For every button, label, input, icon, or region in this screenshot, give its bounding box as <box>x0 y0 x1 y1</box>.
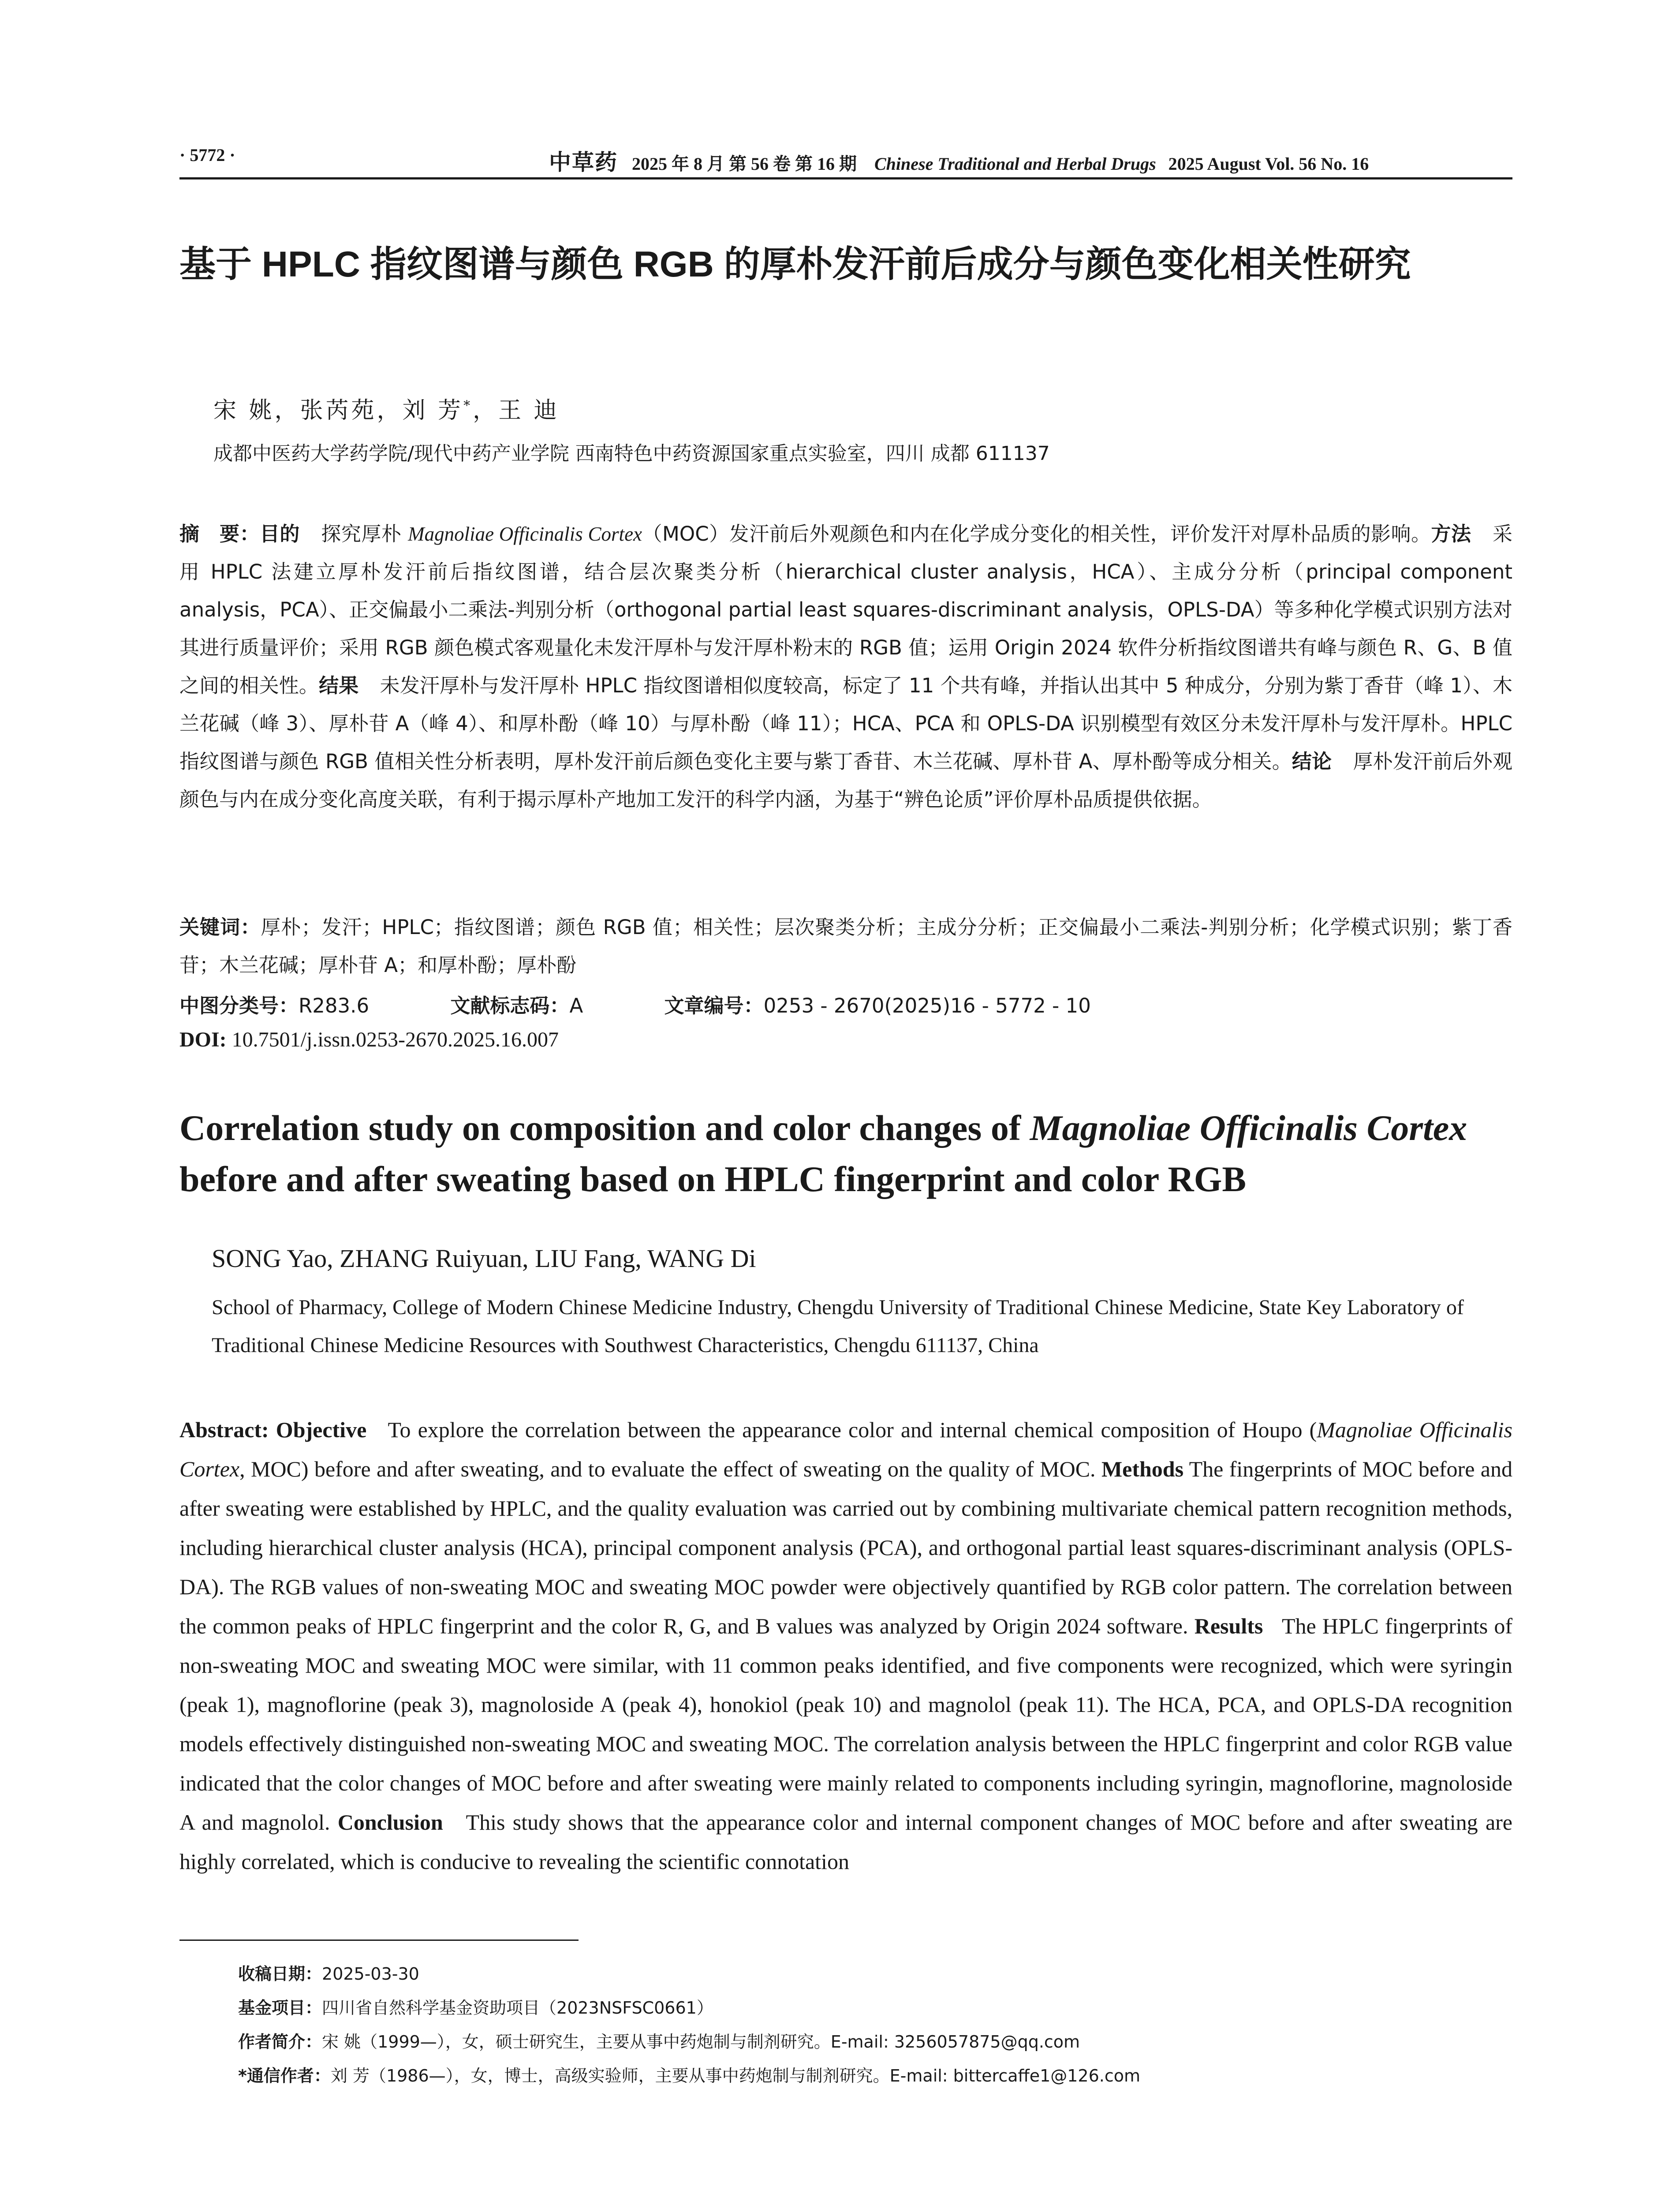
abstract-label-cn: 摘 要： <box>179 522 260 546</box>
header-rule <box>179 177 1512 179</box>
doi-label: DOI: <box>179 1028 227 1051</box>
abstract-label-en: Abstract: <box>179 1417 269 1442</box>
footnote-corresponding <box>238 2059 1140 2093</box>
footnote-text: 宋 姚（1999—），女，硕士研究生，主要从事中药炮制与制剂研究。E-mail: 3256057875@qq.com <box>322 2032 1080 2052</box>
clc-value: R283.6 <box>299 994 370 1017</box>
footnote-rule <box>179 1940 579 1941</box>
footnote-label: 收稿日期： <box>238 1964 322 1984</box>
objective-text-en-tail: , MOC) before and after sweating, and to evaluate the effect of sweating on the quality of MOC. <box>239 1457 1096 1481</box>
article-title-en <box>179 1102 1524 1205</box>
keywords-text-cn: 厚朴；发汗；HPLC；指纹图谱；颜色 RGB 值；相关性；层次聚类分析；主成分分析；正交偏最小二乘法-判别分析；化学模式识别；紫丁香苷；木兰花碱；厚朴苷 A；和厚朴酚；厚朴酚 <box>179 916 1512 977</box>
abstract-cn <box>179 515 1512 818</box>
doi-line <box>179 1028 559 1052</box>
abstract-en <box>179 1410 1512 1881</box>
conclusion-text-en: This study shows that the appearance color and internal component changes of MOC before and after sweating are highly correlated, which is conducive to revealing the scientific connotation <box>179 1810 1512 1874</box>
running-header <box>179 145 1512 180</box>
title-en-latin: Magnoliae Officinalis Cortex <box>1030 1108 1467 1148</box>
footnotes <box>238 1957 1140 2093</box>
doc-code-label: 文献标志码： <box>450 994 570 1017</box>
objective-text-en: To explore the correlation between the appearance color and internal chemical composition of Houpo ( <box>388 1417 1317 1442</box>
page-number: · 5772 · <box>179 145 235 165</box>
classification-line <box>179 990 1091 1018</box>
results-text-en: The HPLC fingerprints of non-sweating MOC and sweating MOC were similar, with 11 common peaks identified, and five components were recognized, which were syringin (peak 1), magnoflorine (peak 3), magnoloside A (peak 4), honokiol (peak 10) and magnolol (peak 11). The HCA, PCA, and OPLS-DA recognition models effectively distinguished non-sweating MOC and sweating MOC. The correlation analysis between the HPLC fingerprint and color RGB value indicated that the color changes of MOC before and after sweating were mainly related to components including syringin, magnoflorine, magnoloside A and magnolol. <box>179 1614 1513 1835</box>
authors-en: SONG Yao, ZHANG Ruiyuan, LIU Fang, WANG Di <box>212 1244 756 1273</box>
author-names-cn-tail: ，王 迪 <box>473 397 560 424</box>
footnote-funding <box>238 1991 1140 2025</box>
article-title-cn: 基于 HPLC 指纹图谱与颜色 RGB 的厚朴发汗前后成分与颜色变化相关性研究 <box>179 244 1411 284</box>
methods-text-en: The fingerprints of MOC before and after sweating were established by HPLC, and the quality evaluation was carried out by combining multivariate chemical pattern recognition methods, including hierarchical cluster analysis (HCA), principal component analysis (PCA), and orthogonal partial least squares-discriminant analysis (OPLS-DA). The RGB values of non-sweating MOC and sweating MOC powder were objectively quantified by RGB color pattern. The correlation between the common peaks of HPLC fingerprint and the color R, G, and B values was analyzed by Origin 2024 software. <box>179 1457 1512 1638</box>
journal-name-en: Chinese Traditional and Herbal Drugs <box>874 154 1156 174</box>
footnote-label: 作者简介： <box>238 2032 322 2052</box>
affiliation-cn: 成都中医药大学药学院/现代中药产业学院 西南特色中药资源国家重点实验室，四川 成都 611137 <box>213 442 1050 465</box>
results-label-en: Results <box>1194 1614 1263 1638</box>
objective-text-cn: 探究厚朴 <box>321 522 408 546</box>
footnote-label: 基金项目： <box>238 1998 322 2018</box>
footnote-label: *通信作者： <box>238 2066 331 2085</box>
footnote-text: 2025-03-30 <box>322 1964 419 1984</box>
journal-line <box>549 145 1369 176</box>
footnote-received <box>238 1957 1140 1991</box>
objective-label-cn: 目的 <box>259 522 300 546</box>
doc-code-value: A <box>569 994 583 1017</box>
issue-en: 2025 August Vol. 56 No. 16 <box>1168 154 1369 174</box>
methods-label-cn: 方法 <box>1431 522 1471 546</box>
conclusion-text-cn: 厚朴发汗前后外观颜色与内在成分变化高度关联，有利于揭示厚朴产地加工发汗的科学内涵，为基于“辨色论质”评价厚朴品质提供依据。 <box>179 750 1512 811</box>
latin-name-en: Magnoliae Officinalis Cortex <box>179 1417 1513 1481</box>
latin-name-cn: Magnoliae Officinalis Cortex <box>408 523 642 545</box>
footnote-author-bio <box>238 2025 1140 2059</box>
conclusion-label-en: Conclusion <box>337 1810 443 1835</box>
issue-date-cn: 2025 年 8 月 第 56 卷 第 16 期 <box>632 154 857 174</box>
footnote-text: 四川省自然科学基金资助项目（2023NSFSC0661） <box>322 1998 713 2018</box>
conclusion-label-cn: 结论 <box>1292 750 1332 773</box>
doi-value[interactable]: 10.7501/j.issn.0253-2670.2025.16.007 <box>231 1028 559 1051</box>
affiliation-en: School of Pharmacy, College of Modern Chinese Medicine Industry, Chengdu University of Traditional Chinese Medicine, State Key Laboratory of Traditional Chinese Medicine Resources with Southwest Characteristics, Chengdu 611137, China <box>212 1296 1464 1357</box>
methods-label-en: Methods <box>1101 1457 1184 1481</box>
results-text-cn: 未发汗厚朴与发汗厚朴 HPLC 指纹图谱相似度较高，标定了 11 个共有峰，并指认出其中 5 种成分，分别为紫丁香苷（峰 1）、木兰花碱（峰 3）、厚朴苷 A（峰 4）、和厚朴酚（峰 10）与厚朴酚（峰 11）；HCA、PCA 和 OPLS-DA 识别模型有效区分未发汗厚朴与发汗厚朴。HPLC 指纹图谱与颜色 RGB 值相关性分析表明，厚朴发汗前后颜色变化主要与紫丁香苷、木兰花碱、厚朴苷 A、厚朴酚等成分相关。 <box>179 674 1512 773</box>
objective-label-en: Objective <box>276 1417 367 1442</box>
clc-label: 中图分类号： <box>179 994 299 1017</box>
methods-text-cn: 采用 HPLC 法建立厚朴发汗前后指纹图谱，结合层次聚类分析（hierarchical cluster analysis，HCA）、主成分分析（principal component analysis，PCA）、正交偏最小二乘法-判别分析（orthogonal partial least squares-discriminant analysis，OPLS-DA）等多种化学模式识别方法对其进行质量评价；采用 RGB 颜色模式客观量化未发汗厚朴与发汗厚朴粉末的 RGB 值；运用 Origin 2024 软件分析指纹图谱共有峰与颜色 R、G、B 值之间的相关性。 <box>179 522 1512 697</box>
keywords-cn <box>179 908 1512 984</box>
title-en-part1: Correlation study on composition and color changes of <box>179 1108 1030 1148</box>
title-en-part2: before and after sweating based on HPLC fingerprint and color RGB <box>179 1159 1247 1199</box>
article-number-value: 0253 - 2670(2025)16 - 5772 - 10 <box>763 994 1091 1017</box>
author-names-cn: 宋 姚，张芮苑，刘 芳 <box>213 397 464 424</box>
results-label-cn: 结果 <box>319 674 359 697</box>
article-number-label: 文章编号： <box>664 994 764 1017</box>
journal-name-cn: 中草药 <box>549 149 618 175</box>
corresponding-mark: * <box>463 398 473 414</box>
keywords-label-cn: 关键词： <box>179 916 261 939</box>
footnote-text: 刘 芳（1986—），女，博士，高级实验师，主要从事中药炮制与制剂研究。E-mail: bittercaffe1@126.com <box>330 2066 1141 2085</box>
objective-text-cn-tail: （MOC）发汗前后外观颜色和内在化学成分变化的相关性，评价发汗对厚朴品质的影响。 <box>642 522 1431 546</box>
authors-cn <box>213 392 560 425</box>
